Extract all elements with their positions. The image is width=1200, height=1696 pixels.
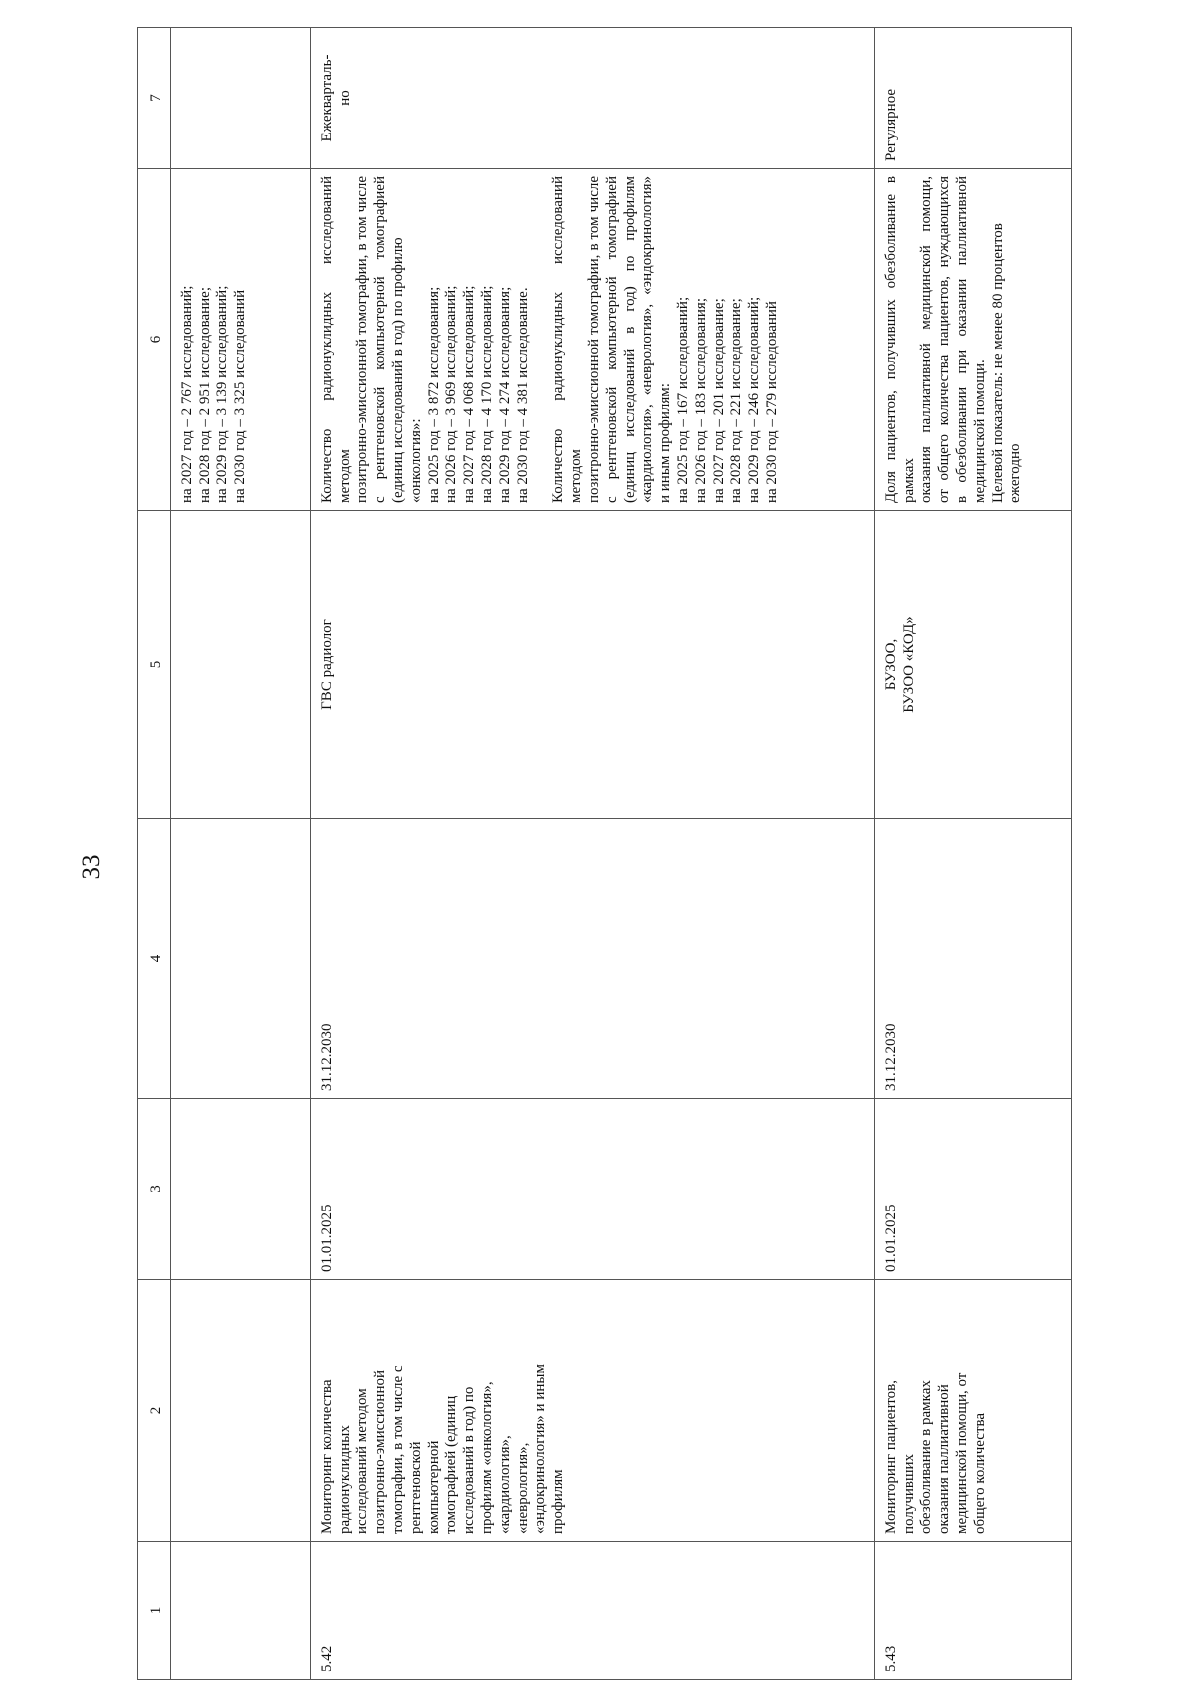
indicator-line: (единиц исследований в год) по профилям xyxy=(621,176,638,503)
cell-line: профилям xyxy=(550,1469,567,1534)
indicator-cell xyxy=(170,169,310,511)
row-number-cell: 5.43 xyxy=(874,1542,1071,1680)
start-date-cell xyxy=(170,1099,310,1280)
indicator-line: медицинской помощи. xyxy=(971,359,988,503)
cell-line: томографии, в том числе с xyxy=(389,1365,406,1534)
end-date-cell: 31.12.2030 xyxy=(310,819,874,1099)
indicator-line: на 2027 год – 4 068 исследований; xyxy=(461,285,478,503)
indicator-line: с рентгеновской компьютерной томографией xyxy=(372,176,389,503)
column-header: 6 xyxy=(138,169,171,511)
column-header: 3 xyxy=(138,1099,171,1280)
indicator-cell xyxy=(310,169,874,511)
column-header: 5 xyxy=(138,511,171,819)
rotated-table-container xyxy=(137,28,1072,1680)
indicator-line: на 2028 год – 221 исследование; xyxy=(728,298,745,503)
cell-line: исследований методом xyxy=(354,1388,371,1534)
table-row xyxy=(170,28,310,1680)
cell-line: общего количества xyxy=(971,1412,988,1534)
cell-line: рентгеновской xyxy=(407,1441,424,1534)
responsible-cell xyxy=(170,511,310,819)
indicator-line: Количество радионуклидных исследований методом xyxy=(550,176,585,503)
table-row xyxy=(310,28,874,1680)
cell-line: получивших xyxy=(900,1453,917,1534)
indicator-line: на 2028 год – 2 951 исследование; xyxy=(196,286,213,503)
indicator-line: позитронно-эмиссионной томографии, в том числе xyxy=(585,176,602,503)
cell-line: Мониторинг пациентов, xyxy=(882,1380,899,1534)
indicator-cell xyxy=(874,169,1071,511)
responsible-cell xyxy=(874,511,1071,819)
indicator-line: на 2025 год – 167 исследований; xyxy=(674,296,691,503)
frequency-cell xyxy=(310,28,874,169)
cell-line: томографией (единиц xyxy=(443,1395,460,1534)
indicator-line: на 2029 год – 4 274 исследования; xyxy=(496,286,513,503)
indicator-line: и иным профилям: xyxy=(657,383,674,503)
indicator-line: на 2026 год – 3 969 исследований; xyxy=(443,285,460,503)
cell-line: Мониторинг количества xyxy=(318,1379,335,1534)
indicator-line: оказания паллиативной медицинской помощи, xyxy=(918,176,935,503)
start-date-cell: 01.01.2025 xyxy=(310,1099,874,1280)
indicator-line: Доля пациентов, получивших обезболивание в рамках xyxy=(882,176,917,503)
indicator-line: в обезболивании при оказании паллиативной xyxy=(953,176,970,503)
indicator-line: Количество радионуклидных исследований методом xyxy=(318,176,353,503)
cell-line: исследований в год) по xyxy=(461,1386,478,1534)
frequency-cell xyxy=(170,28,310,169)
indicator-line: от общего количества пациентов, нуждающихся xyxy=(936,176,953,503)
column-header: 4 xyxy=(138,819,171,1099)
start-date-cell: 01.01.2025 xyxy=(874,1099,1071,1280)
cell-line: но xyxy=(336,90,353,106)
column-header: 2 xyxy=(138,1280,171,1542)
frequency-cell xyxy=(874,28,1071,169)
cell-line: оказания паллиативной xyxy=(936,1384,953,1534)
responsible-cell xyxy=(310,511,874,819)
end-date-cell: 31.12.2030 xyxy=(874,819,1071,1099)
cell-line: БУЗОО «КОД» xyxy=(900,616,917,713)
table-row xyxy=(874,28,1071,1680)
table-frame xyxy=(137,28,1072,1680)
indicator-line: на 2029 год – 3 139 исследований; xyxy=(214,285,231,503)
end-date-cell xyxy=(170,819,310,1099)
indicator-line: на 2030 год – 279 исследований xyxy=(763,301,780,503)
column-number-row xyxy=(138,28,171,1680)
indicator-line: на 2030 год – 4 381 исследование. xyxy=(514,287,531,503)
cell-line: БУЗОО, xyxy=(882,638,899,691)
cell-line: ГВС радиолог xyxy=(318,619,335,710)
indicator-line: с рентгеновской компьютерной томографией xyxy=(603,176,620,503)
page-number: 33 xyxy=(78,854,105,880)
row-number-cell xyxy=(170,1542,310,1680)
indicator-line: позитронно-эмиссионной томографии, в том числе xyxy=(354,176,371,503)
indicator-line: на 2029 год – 246 исследований; xyxy=(746,296,763,503)
cell-line: Регулярное xyxy=(882,88,899,161)
activities-table xyxy=(137,27,1072,1680)
row-number-cell: 5.42 xyxy=(310,1542,874,1680)
cell-line: профилям «онкология», xyxy=(478,1381,495,1534)
indicator-line: на 2026 год – 183 исследования; xyxy=(692,298,709,503)
indicator-line: Целевой показатель: не менее 80 процентов ежегодно xyxy=(989,223,1024,503)
cell-line: «эндокринология» и иным xyxy=(532,1364,549,1534)
indicator-line: на 2028 год – 4 170 исследований; xyxy=(478,285,495,503)
cell-line: Ежекварталь- xyxy=(318,54,335,142)
cell-line: позитронно-эмиссионной xyxy=(372,1369,389,1534)
indicator-line: на 2025 год – 3 872 исследования; xyxy=(425,286,442,503)
measure-name-cell xyxy=(170,1280,310,1542)
cell-line: «неврология», xyxy=(514,1442,531,1534)
indicator-line: (единиц исследований в год) по профилю xyxy=(389,237,406,503)
cell-line: «кардиология», xyxy=(496,1435,513,1534)
paragraph-gap xyxy=(532,176,550,503)
measure-name-cell xyxy=(874,1280,1071,1542)
cell-line: медицинской помощи, от xyxy=(953,1372,970,1534)
column-header: 7 xyxy=(138,28,171,169)
cell-line: обезболивание в рамках xyxy=(918,1380,935,1534)
cell-line: радионуклидных xyxy=(336,1425,353,1534)
cell-line: компьютерной xyxy=(425,1440,442,1534)
indicator-line: «онкология»: xyxy=(407,418,424,503)
indicator-line: на 2027 год – 201 исследование; xyxy=(710,298,727,503)
indicator-line: на 2030 год – 3 325 исследований xyxy=(232,289,249,503)
measure-name-cell xyxy=(310,1280,874,1542)
indicator-line: на 2027 год – 2 767 исследований; xyxy=(178,285,195,503)
indicator-line: «кардиология», «неврология», «эндокринология» xyxy=(639,176,656,503)
column-header: 1 xyxy=(138,1542,171,1680)
